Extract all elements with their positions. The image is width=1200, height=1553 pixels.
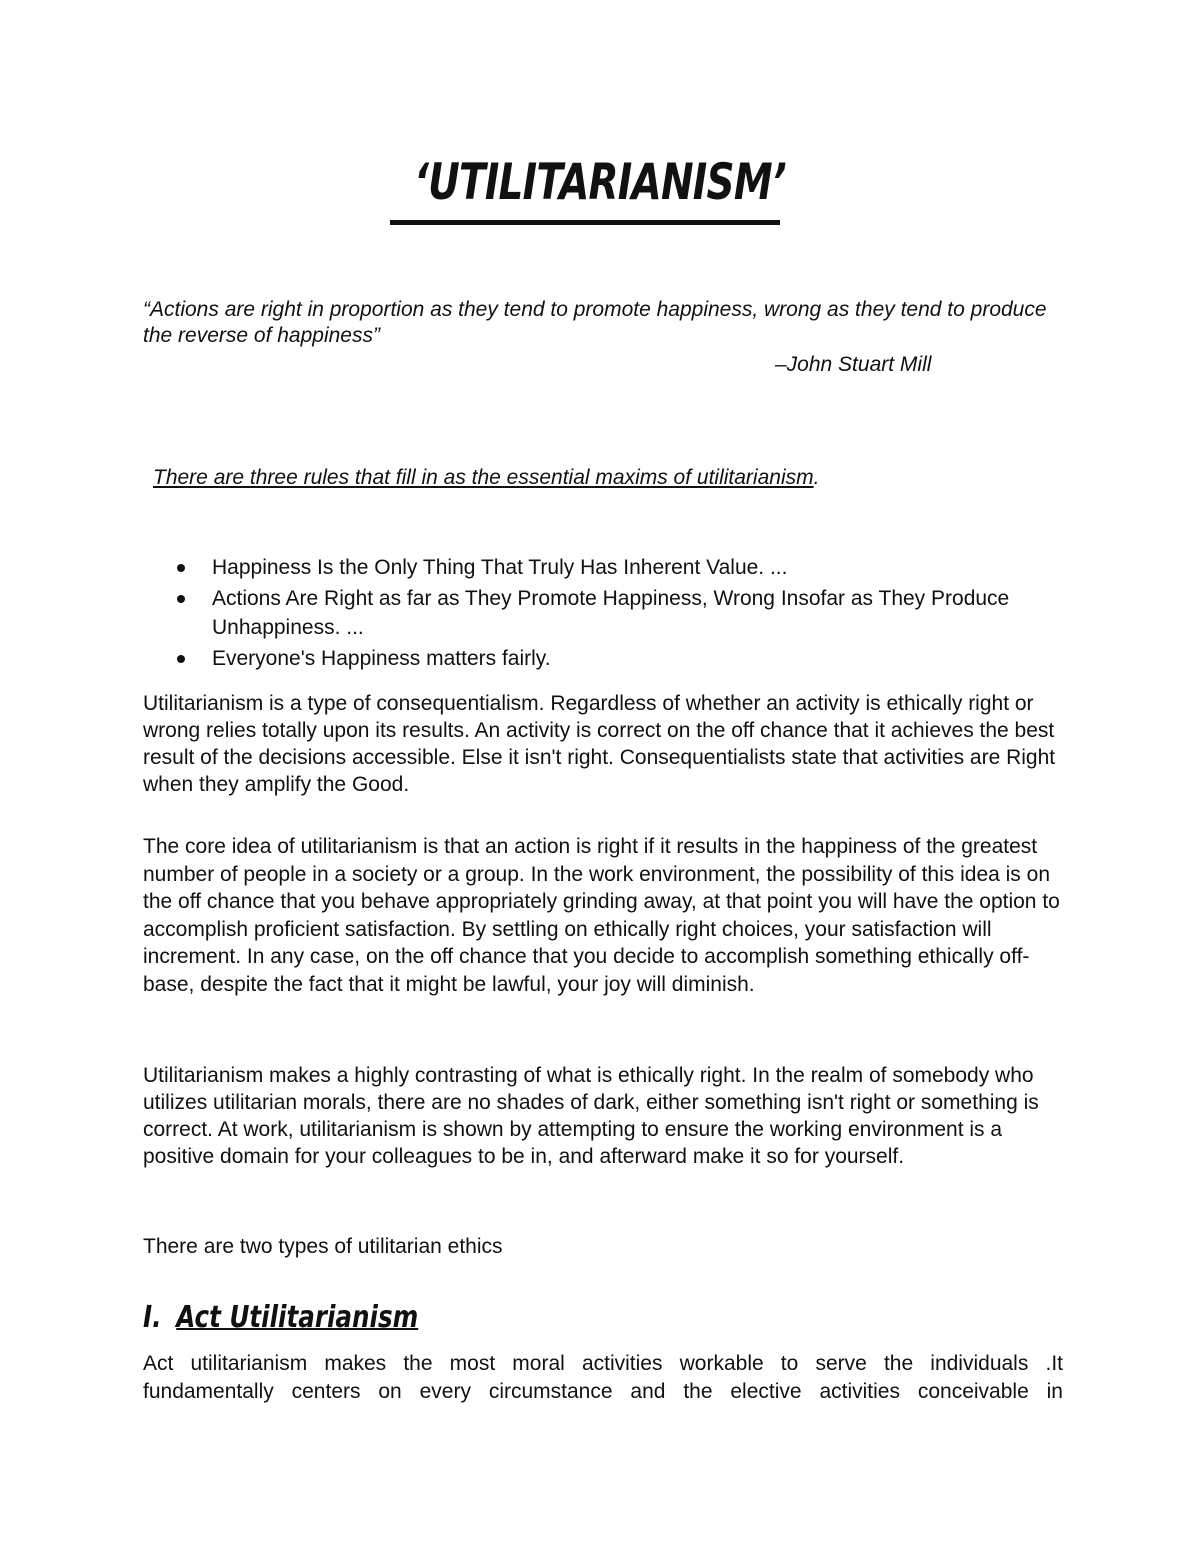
rules-list xyxy=(175,553,1055,675)
rules-intro xyxy=(153,465,1053,491)
section-number: I. xyxy=(143,1300,162,1335)
quote-text: “Actions are right in proportion as they tend to promote happiness, wrong as they tend to produce the reverse of happiness” xyxy=(143,298,1047,347)
document-title: ‘UTILITARIANISM’ xyxy=(414,153,786,211)
paragraph-act-utilitarianism: Act utilitarianism makes the most moral activities workable to serve the individuals .It fundamentally centers on every circumstance and the elective activities conceivable in xyxy=(143,1352,1063,1403)
section-heading xyxy=(143,1298,418,1338)
bullet-icon xyxy=(177,595,185,603)
quote-author: –John Stuart Mill xyxy=(775,353,932,376)
rules-intro-end: . xyxy=(813,466,820,489)
paragraph-types-intro: There are two types of utilitarian ethics xyxy=(143,1235,503,1258)
list-item xyxy=(175,584,1055,642)
list-item-text: Actions Are Right as far as They Promote Happiness, Wrong Insofar as They Produce Unhappiness. ... xyxy=(212,587,1010,639)
title-underline xyxy=(390,220,780,225)
bullet-icon xyxy=(177,655,185,663)
paragraph-consequentialism: Utilitarianism is a type of consequentialism. Regardless of whether an activity is ethically right or wrong relies totally upon its results. An activity is correct on the off chance that it achieves the best result of the decisions accessible. Else it isn't right. Consequentialists state that activities are Right when they amplify the Good. xyxy=(143,692,1056,796)
list-item xyxy=(175,644,1055,673)
paragraph-contrast: Utilitarianism makes a highly contrasting of what is ethically right. In the realm of somebody who utilizes utilitarian morals, there are no shades of dark, either something isn't right or something is correct. At work, utilitarianism is shown by attempting to ensure the working environment is a positive domain for your colleagues to be in, and afterward make it so for yourself. xyxy=(143,1064,1039,1168)
list-item xyxy=(175,553,1055,582)
list-item-text: Happiness Is the Only Thing That Truly Has Inherent Value. ... xyxy=(212,556,788,579)
bullet-icon xyxy=(177,564,185,572)
paragraph-core-idea: The core idea of utilitarianism is that an action is right if it results in the happiness of the greatest number of people in a society or a group. In the work environment, the possibility of this idea is on the off chance that you behave appropriately grinding away, at that point you will have the option to accomplish proficient satisfaction. By settling on ethically right choices, your satisfaction will increment. In any case, on the off chance that you decide to accomplish something ethically off-base, despite the fact that it might be lawful, your joy will diminish. xyxy=(143,835,1060,996)
list-item-text: Everyone's Happiness matters fairly. xyxy=(212,647,551,670)
section-heading-text: Act Utilitarianism xyxy=(176,1300,419,1335)
rules-intro-text: There are three rules that fill in as the essential maxims of utilitarianism xyxy=(153,466,814,489)
